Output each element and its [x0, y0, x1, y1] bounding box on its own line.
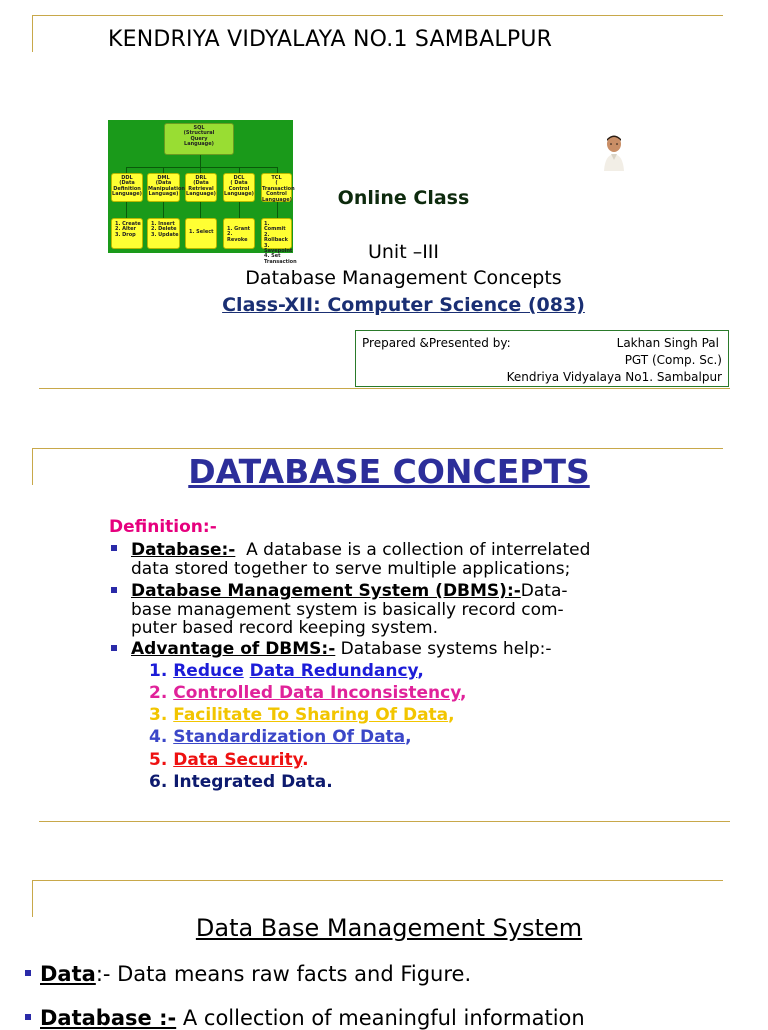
diagram-connector	[277, 202, 278, 218]
node-text: 1. Create	[115, 221, 141, 227]
node-text: Definition	[113, 185, 141, 192]
advantage-number: 5.	[149, 750, 168, 770]
node-text: (Data	[193, 180, 209, 187]
database-definition	[40, 1006, 585, 1030]
node-text: Query	[190, 135, 208, 142]
sql-hierarchy-diagram	[108, 120, 297, 265]
advantage-text: Integrated Data.	[173, 772, 333, 792]
node-text: DDL	[121, 175, 133, 181]
database-term: Database:-	[131, 540, 236, 560]
node-text: DML	[157, 175, 170, 181]
slide1-bottom-border	[39, 388, 730, 389]
advantage-text: Data Security	[173, 750, 303, 770]
node-text: (Data	[119, 180, 135, 187]
node-text: Retrieval	[188, 185, 214, 192]
advantage-text: Facilitate To Sharing Of Data	[173, 705, 449, 725]
node-text: (Structural	[183, 130, 215, 137]
advantage-suffix: ,	[405, 727, 412, 747]
advantage-number: 3.	[149, 705, 168, 725]
topic-label: Database Management Concepts	[245, 267, 562, 289]
node-text: 3. Drop	[115, 231, 136, 238]
advantage-item-2	[149, 683, 466, 703]
node-text: 2. Rollback	[264, 231, 288, 244]
node-text: 3. Savepoint	[264, 242, 293, 255]
slide3-top-border	[32, 880, 723, 881]
ddl-node	[111, 173, 143, 202]
dml-node	[147, 173, 185, 202]
node-text: Language)	[148, 191, 179, 198]
database-definition-line2: data stored together to serve multiple applications;	[131, 559, 571, 579]
node-text: 2. Delete	[151, 226, 177, 233]
diagram-connector	[163, 202, 164, 218]
advantage-suffix: .	[302, 750, 309, 770]
advantage-number: 2.	[149, 683, 168, 703]
advantage-number: 4.	[149, 727, 168, 747]
database-text: A collection of meaningful information	[176, 1006, 585, 1030]
slide1-top-border	[32, 15, 723, 16]
drl-node	[185, 173, 217, 202]
database-definition-line1	[131, 541, 590, 560]
bullet-marker	[25, 970, 31, 976]
slide2-top-border	[32, 448, 723, 449]
slide-title	[100, 452, 678, 491]
unit-label: Unit –III	[367, 241, 440, 263]
database-term: Database :-	[40, 1006, 177, 1030]
advantage-text: Data Redundancy	[249, 661, 418, 681]
node-text: Language)	[262, 196, 292, 203]
diagram-connector	[239, 202, 240, 218]
class-subject-text: Class-XII: Computer Science (083)	[222, 294, 585, 316]
node-text: Language)	[184, 141, 214, 148]
slide2-bottom-border	[39, 821, 730, 822]
node-text: DRL	[195, 175, 207, 181]
node-text: ( Data	[230, 180, 248, 187]
slide-title-text: DATABASE CONCEPTS	[188, 452, 590, 491]
node-text: Language)	[224, 191, 254, 198]
diagram-connector	[200, 155, 201, 167]
node-text: TCL	[271, 175, 282, 181]
node-text: Control	[266, 191, 287, 198]
advantage-text: Reduce	[173, 661, 244, 681]
advantage-text: Standardization Of Data	[173, 727, 406, 747]
slide3-left-border	[32, 880, 33, 917]
node-text: Language)	[186, 191, 216, 198]
advantage-item-1	[149, 661, 424, 681]
node-text: 2. Alter	[115, 226, 136, 233]
bullet-marker	[111, 545, 117, 551]
node-text: (Data	[155, 180, 172, 187]
diagram-connector	[126, 202, 127, 218]
dbms-definition-line2: base management system is basically record com-	[131, 600, 564, 620]
node-text: 4. Set Transaction	[264, 253, 297, 265]
slide3-title	[100, 914, 678, 942]
node-text: ( Transaction	[262, 180, 295, 192]
node-text: DCL	[233, 175, 245, 181]
node-text: 1. Select	[189, 229, 214, 235]
node-text: Manipulation	[148, 185, 185, 192]
dbms-definition-line1	[131, 582, 568, 601]
dbms-text: Data-	[520, 581, 568, 601]
presenter-box	[355, 330, 729, 387]
advantage-item-4	[149, 727, 412, 747]
node-text: 1. Insert	[151, 221, 175, 227]
presenter-label: Prepared &Presented by:	[362, 336, 511, 350]
bullet-marker	[111, 645, 117, 651]
presenter-photo	[601, 133, 627, 171]
sql-root-node	[164, 123, 234, 155]
advantage-suffix: ,	[460, 683, 467, 703]
bullet-marker	[25, 1014, 31, 1020]
advantage-item-5	[149, 750, 309, 770]
presenter-name: Lakhan Singh Pal	[616, 336, 719, 350]
node-text: 1. Commit	[264, 221, 286, 233]
slide2-left-border	[32, 448, 33, 485]
definition-heading: Definition:-	[109, 517, 217, 537]
advantage-item-3	[149, 705, 455, 725]
advantage-number: 6.	[149, 772, 168, 792]
diagram-connector	[126, 167, 277, 168]
advantage-suffix: ,	[448, 705, 455, 725]
node-text: Control	[228, 185, 250, 192]
diagram-connector	[200, 202, 201, 218]
data-term: Data	[40, 962, 96, 986]
slide3-title-text: Data Base Management System	[195, 914, 583, 942]
node-text: Language)	[112, 191, 142, 198]
presenter-designation: PGT (Comp. Sc.)	[624, 353, 722, 367]
ddl-commands	[111, 218, 143, 249]
data-text: :- Data means raw facts and Figure.	[95, 962, 472, 986]
slide1-left-border	[32, 15, 33, 52]
dbms-term: Database Management System (DBMS):-	[131, 581, 521, 601]
data-definition	[40, 962, 471, 986]
advantage-heading	[131, 640, 552, 659]
advantage-number: 1.	[149, 661, 168, 681]
node-text: SQL	[193, 125, 205, 131]
node-text: 1. Grant	[227, 226, 251, 232]
node-text: 2. Revoke	[227, 231, 248, 243]
advantage-text: Controlled Data Inconsistency	[173, 683, 460, 703]
advantage-item-6	[149, 772, 333, 792]
online-class-heading: Online Class	[337, 187, 470, 209]
dbms-definition-line3: puter based record keeping system.	[131, 618, 439, 638]
database-text: A database is a collection of interrelated	[235, 540, 591, 560]
bullet-marker	[111, 587, 117, 593]
class-subject-label	[150, 294, 657, 316]
dcl-node	[223, 173, 255, 202]
school-name: KENDRIYA VIDYALAYA NO.1 SAMBALPUR	[108, 27, 553, 52]
presenter-school: Kendriya Vidyalaya No1. Sambalpur	[506, 370, 722, 384]
advantage-text: Database systems help:-	[335, 639, 552, 659]
advantage-term: Advantage of DBMS:-	[131, 639, 336, 659]
node-text: 3. Update	[151, 231, 179, 238]
advantage-suffix: ,	[417, 661, 424, 681]
